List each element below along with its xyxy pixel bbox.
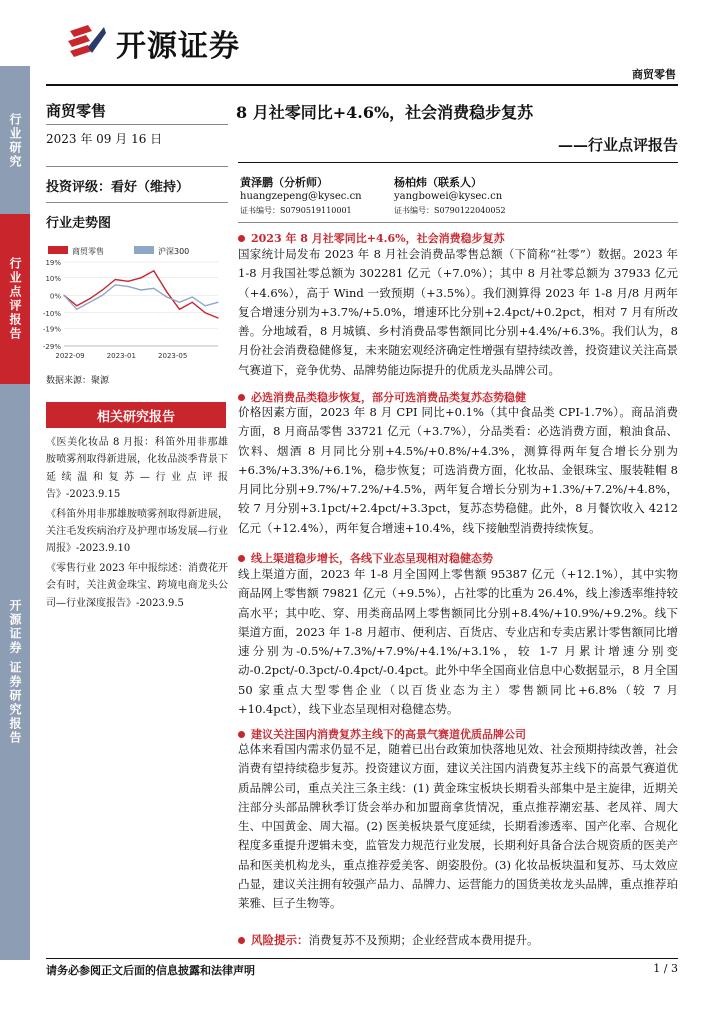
related-report-item[interactable]: 《科笛外用非那雄胺喷雾剂取得新进展，关注毛发疾病治疗及护理市场发展—行业周报》-2023.9.10 (46, 508, 228, 555)
header-rule (46, 84, 678, 86)
brand-icon (66, 23, 108, 63)
legend-swatch (48, 246, 68, 254)
analyst-cert: 证书编号：S0790519110001 (240, 206, 352, 215)
rule (46, 166, 228, 167)
legend-label: 沪深300 (158, 247, 190, 256)
section-heading: 建议关注国内消费复苏主线下的高景气赛道优质品牌公司 (238, 726, 678, 742)
report-date: 2023 年 09 月 16 日 (46, 132, 163, 146)
y-tick-label: 0% (49, 292, 61, 301)
y-tick-label: 19% (45, 259, 61, 267)
rule (46, 124, 228, 125)
brand-name: 开源证券 (116, 29, 240, 64)
related-report-item[interactable]: 《零售行业 2023 年中报综述：消费花开会有时，关注黄金珠宝、跨境电商龙头公司—行业深度报告》-2023.9.5 (46, 562, 228, 609)
side-band-middle-text: 行业点评报告 (8, 257, 22, 341)
analyst-cert: 证书编号：S0790122040052 (394, 206, 506, 215)
page-number: 1 / 3 (653, 962, 678, 975)
risk-note (238, 932, 678, 948)
y-tick-label: -10% (42, 309, 61, 318)
data-point (192, 296, 193, 297)
data-point (89, 298, 90, 299)
section-paragraph: 国家统计局发布 2023 年 8 月社会消费品零售总额（下简称“社零”）数据。2023 年 1-8 月我国社零总额为 302281 亿元（+7.0%）；其中 8 月社零总额为 37933 亿元（+4.6%），高于 Wind 一致预期（+3.5%）。我们测算得 2023 年 1-8 月/8 月两年复合增速分别为+3.7%/+5.0%，增速环比分别+2.4pct/+0.2pct，相对 7 月有所改善。分地域看，8 月城镇、乡村消费品零售额同比分别+4.4%/+6.3%。我们认为，8 月份社会消费稳健修复，未来随宏观经济确定性增强有望持续改善，投资建议关注高景气赛道下，竞争优势、品牌势能边际提升的优质龙头品牌公司。 (238, 247, 678, 377)
bullet-icon (238, 235, 245, 242)
bullet-icon (238, 394, 245, 401)
x-tick-label: 2023-01 (106, 352, 136, 360)
data-point (115, 284, 116, 285)
legend-swatch (134, 246, 154, 254)
analyst-name: 杨柏炜（联系人） (394, 176, 482, 189)
brand-logo (66, 20, 240, 66)
analyst-email[interactable]: huangzepeng@kysec.cn (240, 191, 362, 202)
y-tick-label: -29% (42, 343, 61, 351)
risk-heading: 风险提示： (251, 933, 309, 947)
header-sector-tag: 商贸零售 (632, 68, 676, 81)
analyst-1 (240, 176, 362, 218)
data-point (217, 317, 218, 318)
bullet-icon (238, 555, 245, 562)
y-tick-label: -19% (42, 325, 61, 334)
data-point (89, 302, 90, 303)
left-sector: 商贸零售 (46, 102, 107, 120)
x-tick-label: 2023-05 (158, 352, 188, 360)
data-point (205, 312, 206, 313)
section-paragraph: 价格因素方面，2023 年 8 月 CPI 同比+0.1%（其中食品类 CPI-1.7%）。商品消费方面，8 月商品零售 33721 亿元（+3.7%），分品类看：必选消费方面，粮油食品、饮料、烟酒 8 月同比分别+4.5%/+0.8%/+4.3%，测算得两年复合增长分别为+6.3%/+3.3%/+6.1%，稳步恢复；可选消费方面，化妆品、金银珠宝、服装鞋帽 8 月同比分别+9.7%/+7.2%/+4.5%，两年复合增长分别为+1.3%/+7.2%/+4.8%，较 7 月分别+3.1pct/+2.4pct/+3.3pct，复苏态势稳健。此外，8 月餐饮收入 4212 亿元（+12.4%），两年复合增速+10.4%，线下接触型消费持续恢复。 (238, 405, 678, 535)
section-paragraph: 总体来看国内需求仍显不足，随着已出台政策加快落地见效、社会预期持续改善，社会消费有望持续稳步复苏。投资建议方面，建议关注国内消费复苏主线下的高景气赛道优质品牌公司，重点关注三条主线：(1) 黄金珠宝板块长期看头部集中是主旋律，近期关注部分头部品牌秋季订货会举办和加盟商拿货情况，重点推荐潮宏基、老凤祥、周大生、中国黄金、周大福。(2) 医美板块景气度延续，长期看渗透率、国产化率、合规化程度多重提升逻辑未变，监管发力规范行业发展，长期利好具备合法合规资质的医美产品和医美机构龙头，重点推荐爱美客、朗姿股份。(3) 化妆品板块温和复苏、马太效应凸显，建议关注拥有较强产品力、品牌力、运营能力的国货美妆龙头品牌，重点推荐珀莱雅、巨子生物等。 (238, 742, 678, 911)
related-title: 相关研究报告 (46, 402, 226, 428)
data-point (192, 302, 193, 303)
footer-rule (46, 958, 678, 959)
side-band-bottom-text: 开源证券 证券研究报告 (8, 598, 22, 746)
data-point (179, 309, 180, 310)
side-band-top-text: 行业研究 (8, 113, 22, 169)
bullet-icon (238, 731, 245, 738)
side-band-bottom (0, 384, 30, 960)
data-point (76, 309, 77, 310)
data-point (153, 288, 154, 289)
trend-title: 行业走势图 (46, 216, 112, 231)
data-point (128, 281, 129, 282)
related-report-item[interactable]: 《医美化妆品 8 月报：科笛外用非那雄胺喷雾剂取得新进展，化妆品淡季背景下延续温和复苏—行业点评报告》-2023.9.15 (46, 437, 228, 501)
data-point (205, 305, 206, 306)
data-point (102, 289, 103, 290)
chart-source: 数据来源：聚源 (46, 376, 110, 386)
data-point (115, 279, 116, 280)
section-heading: 必选消费品类稳步恢复，部分可选消费品类复苏态势稳健 (238, 389, 678, 405)
related-reports (46, 434, 228, 614)
legend-label: 商贸零售 (72, 247, 104, 256)
section-paragraph: 线上渠道方面，2023 年 1-8 月全国网上零售额 95387 亿元（+12.1%），其中实物商品网上零售额 79821 亿元（+9.5%），占社零的比重为 26.4%，线上渗透率维持较高水平；其中吃、穿、用类商品网上零售额同比分别+8.4%/+10.9%/+9.2%。线下渠道方面，2023 年 1-8 月超市、便利店、百货店、专业店和专卖店累计零售额同比增速分别为-0.5%/+7.3%/+7.9%/+4.1%/+3.1%，较 1-7 月累计增速分别变动-0.2pct/-0.3pct/-0.4pct/-0.4pct。此外中华全国商业信息中心数据显示，8 月全国 50 家重点大型零售企业（以百货业态为主）零售额同比+6.8%（较 7 月+10.4pct），线下业态呈现相对稳健态势。 (238, 567, 678, 717)
rule (238, 222, 678, 223)
data-point (140, 277, 141, 278)
rule (238, 162, 678, 163)
data-point (63, 295, 64, 296)
analyst-2 (394, 176, 506, 218)
series-line (64, 285, 218, 310)
trend-chart (36, 242, 222, 366)
risk-text: 消费复苏不及预期；企业经营成本费用提升。 (308, 933, 539, 947)
footer-disclaimer[interactable]: 请务必参阅正文后面的信息披露和法律声明 (46, 964, 255, 977)
data-point (76, 305, 77, 306)
rule (46, 202, 228, 203)
investment-rating: 投资评级：看好（维持） (46, 180, 190, 195)
data-point (217, 302, 218, 303)
data-point (128, 286, 129, 287)
side-band-top (0, 66, 30, 216)
data-point (153, 270, 154, 271)
y-tick-label: 10% (45, 274, 61, 283)
section-heading: 线上渠道稳步增长，各线下业态呈现相对稳健态势 (238, 550, 678, 566)
data-point (140, 289, 141, 290)
bullet-icon (238, 937, 245, 944)
section-heading: 2023 年 8 月社零同比+4.6%，社会消费稳步复苏 (238, 230, 678, 246)
x-tick-label: 2022-09 (55, 352, 85, 360)
data-point (102, 295, 103, 296)
page-subtitle: ——行业点评报告 (557, 136, 678, 154)
data-point (179, 302, 180, 303)
page-title: 8 月社零同比+4.6%，社会消费稳步复苏 (236, 103, 534, 122)
data-point (166, 296, 167, 297)
analyst-name: 黄泽鹏（分析师） (240, 176, 328, 189)
side-band-middle (0, 214, 30, 384)
data-point (166, 291, 167, 292)
analyst-email[interactable]: yangbowei@kysec.cn (394, 191, 503, 202)
